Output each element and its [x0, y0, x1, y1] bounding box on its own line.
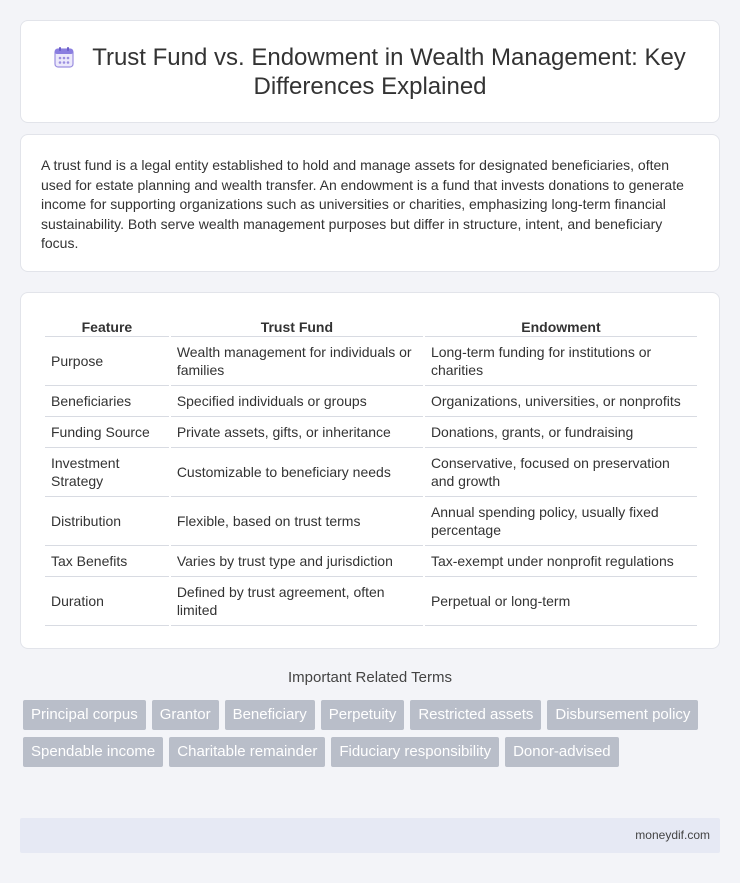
- row-endowment: Annual spending policy, usually fixed percentage: [425, 497, 697, 546]
- row-feature: Beneficiaries: [45, 386, 169, 417]
- row-endowment: Perpetual or long-term: [425, 577, 697, 626]
- tag-disbursement-policy[interactable]: Disbursement policy: [547, 700, 698, 730]
- row-trust-fund: Wealth management for individuals or families: [171, 337, 423, 386]
- related-terms-title: Important Related Terms: [288, 669, 452, 686]
- tag-restricted-assets[interactable]: Restricted assets: [410, 700, 541, 730]
- row-endowment: Long-term funding for institutions or charities: [425, 337, 697, 386]
- tag-principal-corpus[interactable]: Principal corpus: [23, 700, 146, 730]
- title-card: [20, 20, 720, 123]
- tag-charitable-remainder[interactable]: Charitable remainder: [169, 737, 325, 767]
- table-row: [45, 448, 697, 497]
- row-endowment: Organizations, universities, or nonprofits: [425, 386, 697, 417]
- page-title: Trust Fund vs. Endowment in Wealth Management: Key Differences Explained: [92, 44, 686, 100]
- tag-beneficiary[interactable]: Beneficiary: [225, 700, 315, 730]
- calendar-icon: [54, 46, 74, 68]
- table-row: [45, 546, 697, 577]
- table-row: [45, 577, 697, 626]
- row-feature: Tax Benefits: [45, 546, 169, 577]
- row-trust-fund: Specified individuals or groups: [171, 386, 423, 417]
- header-endowment: Endowment: [425, 315, 697, 337]
- row-endowment: Conservative, focused on preservation and growth: [425, 448, 697, 497]
- row-feature: Funding Source: [45, 417, 169, 448]
- footer-site-link[interactable]: moneydif.com: [635, 828, 710, 842]
- tag-grantor[interactable]: Grantor: [152, 700, 219, 730]
- tag-spendable-income[interactable]: Spendable income: [23, 737, 163, 767]
- intro-paragraph: A trust fund is a legal entity established to hold and manage assets for designated beneficiaries, often used for estate planning and wealth transfer. An endowment is a fund that invests donations to generate income for supporting organizations such as universities or charities, emphasizing long-term financial sustainability. Both serve wealth management purposes but differ in structure, intent, and beneficiary focus.: [41, 157, 684, 251]
- header-trust-fund: Trust Fund: [171, 315, 423, 337]
- page-title-wrap: [21, 43, 719, 101]
- row-endowment: Donations, grants, or fundraising: [425, 417, 697, 448]
- row-trust-fund: Private assets, gifts, or inheritance: [171, 417, 423, 448]
- row-trust-fund: Defined by trust agreement, often limited: [171, 577, 423, 626]
- row-trust-fund: Customizable to beneficiary needs: [171, 448, 423, 497]
- table-row: [45, 417, 697, 448]
- intro-card: [20, 134, 720, 272]
- related-terms-tags: [23, 700, 723, 767]
- row-feature: Duration: [45, 577, 169, 626]
- tag-donor-advised[interactable]: Donor-advised: [505, 737, 619, 767]
- header-feature: Feature: [45, 315, 169, 337]
- tag-perpetuity[interactable]: Perpetuity: [321, 700, 405, 730]
- row-feature: Distribution: [45, 497, 169, 546]
- row-feature: Purpose: [45, 337, 169, 386]
- row-feature: Investment Strategy: [45, 448, 169, 497]
- table-row: [45, 386, 697, 417]
- footer: [20, 818, 720, 853]
- row-trust-fund: Varies by trust type and jurisdiction: [171, 546, 423, 577]
- table-row: [45, 337, 697, 386]
- tag-fiduciary-responsibility[interactable]: Fiduciary responsibility: [331, 737, 499, 767]
- row-endowment: Tax-exempt under nonprofit regulations: [425, 546, 697, 577]
- table-header-row: [45, 315, 697, 337]
- comparison-table: [43, 315, 699, 626]
- table-row: [45, 497, 697, 546]
- comparison-table-card: [20, 292, 720, 649]
- row-trust-fund: Flexible, based on trust terms: [171, 497, 423, 546]
